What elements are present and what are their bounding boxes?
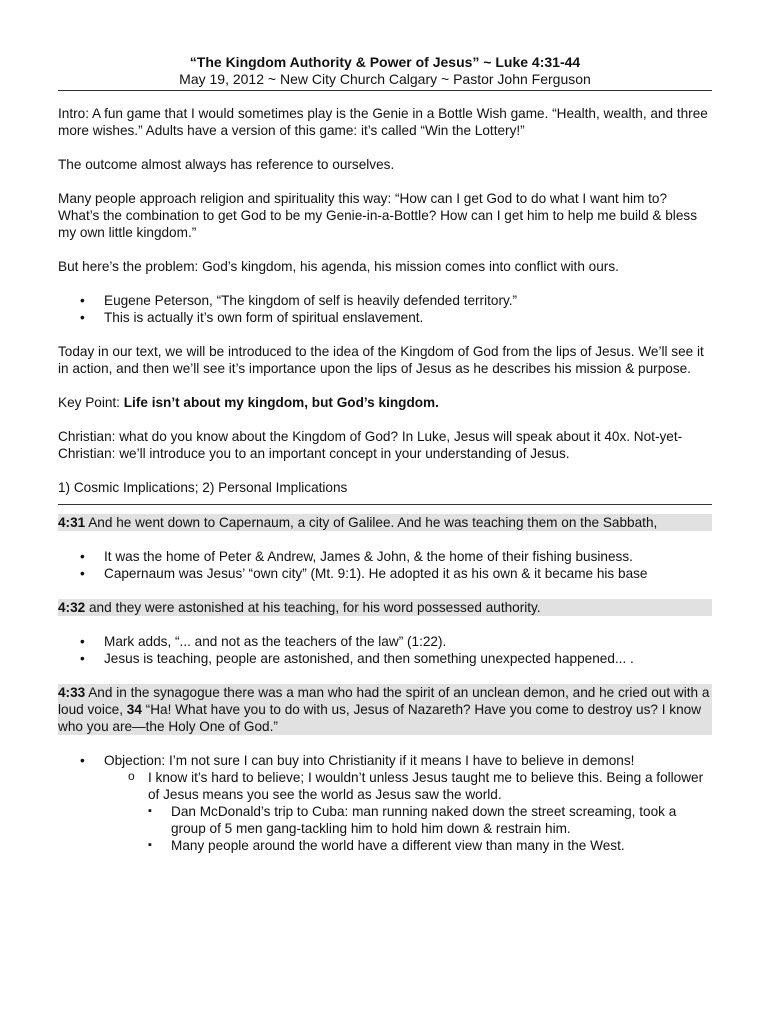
verse-reference: 4:33 xyxy=(58,685,86,700)
list-item: • Objection: I’m not sure I can buy into Christianity if it means I have to believe in demons! xyxy=(58,752,712,769)
verse-block-432 xyxy=(58,599,712,616)
verse-block-433 xyxy=(58,684,712,735)
verse-block-431 xyxy=(58,514,712,531)
verse-text: “Ha! What have you to do with us, Jesus of Nazareth? Have you come to destroy us? I know who you are—the Holy One of God.” xyxy=(58,702,702,734)
verse-text: and they were astonished at his teaching, for his word possessed authority. xyxy=(85,600,541,615)
document-body xyxy=(58,54,712,854)
list-item: • It was the home of Peter & Andrew, James & John, & the home of their fishing business. xyxy=(58,548,712,565)
religion-paragraph: Many people approach religion and spirituality this way: “How can I get God to do what I want him to? What’s the combination to get God to be my Genie-in-a-Bottle? How can I get him to help me build & bless my own little kingdom.” xyxy=(58,191,697,240)
verse-431-bullets xyxy=(58,548,712,582)
list-item: • Capernaum was Jesus’ “own city” (Mt. 9:1). He adopted it as his own & it became his base xyxy=(58,565,712,582)
list-item: • This is actually it’s own form of spiritual enslavement. xyxy=(58,309,712,326)
list-item: • Mark adds, “... and not as the teachers of the law” (1:22). xyxy=(58,633,712,650)
list-item: • Jesus is teaching, people are astonished, and then something unexpected happened... . xyxy=(58,650,712,667)
list-item: ▪ Dan McDonald’s trip to Cuba: man running naked down the street screaming, took a group of 5 men gang-tackling him to hold him down & restrain him. xyxy=(58,803,712,837)
key-point xyxy=(58,394,712,411)
list-item: o I know it’s hard to believe; I wouldn’t unless Jesus taught me to believe this. Being a follower of Jesus means you see the world as Jesus saw the world. xyxy=(58,769,712,803)
verse-433-bullets xyxy=(58,752,712,854)
verse-text: And in the synagogue there was a man who had the spirit of an unclean demon, and he cried out with a loud voice, xyxy=(58,685,710,717)
outcome-paragraph: The outcome almost always has reference to ourselves. xyxy=(58,157,395,172)
verse-reference: 4:31 xyxy=(58,515,86,530)
list-item: ▪ Many people around the world have a different view than many in the West. xyxy=(58,837,712,854)
audience-paragraph: Christian: what do you know about the Kingdom of God? In Luke, Jesus will speak about it 40x. Not-yet-Christian: we’ll introduce you to an important concept in your understanding of Jesus. xyxy=(58,429,683,461)
intro-paragraph: Intro: A fun game that I would sometimes play is the Genie in a Bottle Wish game. “Health, wealth, and three more wishes.” Adults have a version of this game: it’s called “Win the Lottery!” xyxy=(58,106,708,138)
today-paragraph: Today in our text, we will be introduced to the idea of the Kingdom of God from the lips of Jesus. We’ll see it in action, and then we’ll see it’s importance upon the lips of Jesus as he describes his mission & purpose. xyxy=(58,344,704,376)
implications-line: 1) Cosmic Implications; 2) Personal Implications xyxy=(58,480,348,495)
verse-text: And he went down to Capernaum, a city of Galilee. And he was teaching them on the Sabbath, xyxy=(85,515,658,530)
list-item: • Eugene Peterson, “The kingdom of self is heavily defended territory.” xyxy=(58,292,712,309)
verse-reference: 4:32 xyxy=(58,600,86,615)
problem-paragraph: But here’s the problem: God’s kingdom, his agenda, his mission comes into conflict with ours. xyxy=(58,259,619,274)
verse-432-bullets xyxy=(58,633,712,667)
verse-reference: 34 xyxy=(126,702,142,717)
sermon-title: “The Kingdom Authority & Power of Jesus” ~ Luke 4:31-44 xyxy=(189,54,581,70)
intro-bullet-list xyxy=(58,292,712,326)
key-point-label: Key Point: xyxy=(58,395,124,410)
section-divider xyxy=(58,504,712,505)
sermon-subtitle: May 19, 2012 ~ New City Church Calgary ~ Pastor John Ferguson xyxy=(179,71,591,87)
key-point-text: Life isn’t about my kingdom, but God’s kingdom. xyxy=(123,395,439,410)
